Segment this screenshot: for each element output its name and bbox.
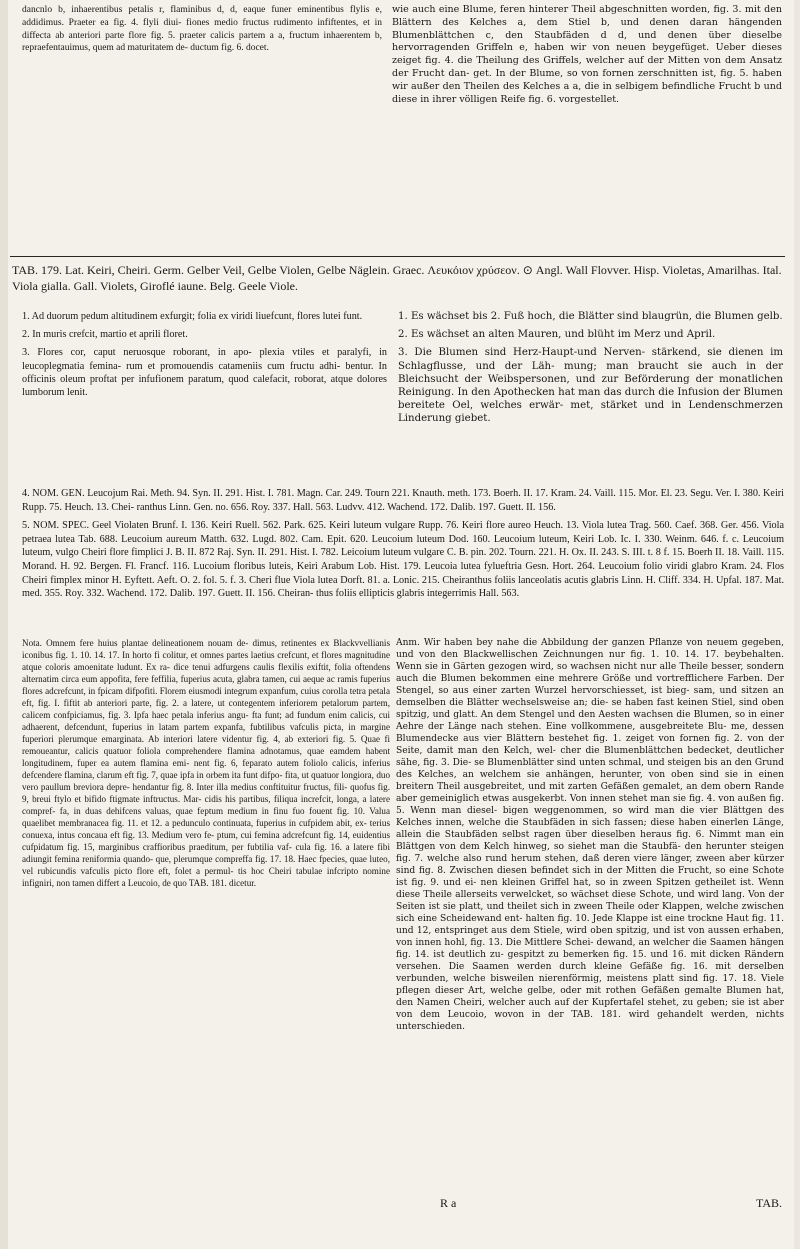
latin-paragraph-2: 2. In muris crefcit, martio et aprili floret. bbox=[22, 329, 188, 341]
tab-179-heading: TAB. 179. Lat. Keiri, Cheiri. Germ. Gelber Veil, Gelbe Violen, Gelbe Näglein. Graec. Λευκόιον χρύσεον. ⊙ Angl. Wall Flovver. Hisp. Violetas, Amarilhas. Ital. Viola gialla. Gall. Violets, Giroflé iaune. Belg. Geele Viole. bbox=[12, 263, 782, 293]
latin-note: Nota. Omnem fere huius plantae delineationem nouam de- dimus, retinentes ex Blackvvellianis iconibus fig. 1. 10. 14. 17. In horto fi colitur, et omnes partes laetius crefcunt, et flores magnitudine atque coloris amoenitate ludunt. Ex ra- dice tenui adfurgens caulis flexilis exiftit, folia oftendens alternatim circa eum appofita, fere feffilia, fuperius acuta, glabra tamen, cui aeque ac ramis fuperius flores adcrefcunt, in fpicam difpofiti. Florem eiusmodi integrum expanfum, cuius corolla tetra petala eft, fig. I. fiftit ab anteriori parte, fig. 2. a latere, ut contegentem inferiorem petalorum partem, calicem confpiciamus, fig. 3. Ipfa haec petala inferius angu- fta funt; ad fundum enim calicis, cui adhaerent, defcendunt, fuperius in latam partem expanfa, fubtilibus vafculis picta, in margine fuperiori plerumque emarginata. Ab interiori latere videntur fig. 4, ab exteriori fig. 5. Quae fi remoueantur, calicis quatuor foliola comprehendere flamina adnotamus, quae eamdem habent longitudinem, fuper ea autem flamina emi- nent fig. 6, feparato autem foliolo calicis, inferius defcendere flamina, clarum eft fig. 7, quae ipfa in orbem ita funt difpo- fita, ut quatuor longiora, duo vero paullum breviora depre- hendantur fig. 8. Inter illa medius conftituitur fructus, fili- quofus fig. 9, breui ftylo et bifido ftigmate inftructus. Mar- cidis his partibus, filiqua increfcit, longa, a latere compref- fa, in duas dehifcens valuas, quae feptum medium in finu fuo fouent fig. 10. Valua quaelibet membranacea fig. 11. et 12. a pedunculo continuata, fuperius in cufpidem abit, ex- terius conuexa, intus concaua eft fig. 13. Medium vero fe- ptum, cui femina adcrefcunt fig. 14, euidentius cufpidatum fig. 15, marginibus craffioribus praeditum, per fubtilia vaf- cula fig. 16. a latere fibi adiungit femina reniformia quando- que, plerumque compreffa fig. 17. 18. Haec fpecies, quae luteo, vel rubicundis vafculis picto flore eft, folet a permul- tis hoc Cheiri tabulae infcripto nomine infigniri, non tamen differt a Leucoio, de quo TAB. 181. dicetur. bbox=[22, 638, 390, 888]
latin-column bbox=[22, 310, 387, 404]
latin-paragraph-1: 1. Ad duorum pedum altitudinem exfurgit; folia ex viridi liuefcunt, flores lutei funt. bbox=[22, 311, 363, 322]
german-paragraph-1: 1. Es wächset bis 2. Fuß hoch, die Blätter sind blaugrün, die Blumen gelb. bbox=[398, 311, 783, 322]
nomenclature-section bbox=[22, 487, 784, 606]
german-note: Anm. Wir haben bey nahe die Abbildung der ganzen Pflanze von neuem gegeben, und von den Blackwellischen Zeichnungen nur fig. 1. 10. 14. 17. beybehalten. Wenn sie in Gärten gezogen wird, so wachsen nicht nur alle Theile besser, sondern auch die Blumen bekommen eine mehrere Größe und vortrefflichere Farben. Der Stengel, so aus einer zarten Wurzel hervorschiesset, ist bieg- sam, und sitzen an demselben die Blätter wechselsweise an; die- se haben fast keinen Stiel, sind oben spitzig, und glatt. An dem Stengel und den Aesten wachsen die Blumen, so in einer Aehre der Länge nach stehen. Eine vollkommene, ausgebreitete Blu- me, dessen Blumendecke aus vier Blättern bestehet fig. 1. zeiget von fornen fig. 2. von der Seite, damit man den Kelch, wel- cher die Blumenblättchen bedecket, deutlicher sähe, fig. 3. Die- se Blumenblätter sind unten schmal, und steigen bis an den Grund des Kelches, an welchem sie anhängen, herunter, von oben sind sie in einen breitern Theil ausgebreitet, und mit zarten Gefäßen gemalet, an dem obern Rande aber gemeiniglich etwas ausgekerbt. Von innen stehet man sie fig. 4. von außen fig. 5. Wenn man diesel- bigen weggenommen, so wird man die vier Blättgen des Kelches innen, welche die Staubfäden in sich fassen; diese haben einerlen Länge, allein die Staubfäden selbst ragen über dieselben heraus fig. 6. Nimmt man ein Blättgen von dem Kelch hinweg, so siehet man die Staubfä- den herunter steigen fig. 7. welche also rund herum stehen, daß deren viere länger, zween aber kürzer sind fig. 8. Zwischen diesen befindet sich in der Mitten die Frucht, so eine Schote ist fig. 9. und ei- nen kleinen Griffel hat, so in zween Spitzen getheilet ist. Wenn diese Theile allerseits verwelcket, so wächset diese Schote, und wird lang. Von der Seiten ist sie platt, und theilet sich in zween Theile oder Klappen, welche zwischen sich eine Scheidewand ent- halten fig. 10. Jede Klappe ist eine trockne Haut fig. 11. und 12, entspringet aus dem Stiele, wird oben spitzig, und ist von aussen erhaben, von innen hohl, fig. 13. Die Mittlere Schei- dewand, an welcher die Saamen hängen fig. 14. ist deutlich zu- gespitzt zu bemerken fig. 15. und 16. mit dicken Rändern versehen. Die Saamen werden durch kleine Gefäße fig. 16. mit derselben verbunden, welche bisweilen nierenförmig, meistens platt sind fig. 17. 18. Viele pflegen dieser Art, welche gelbe, oder mit rothen Gefäßen gemalte Blumen hat, den Namen Cheiri, welcher auch auf der Kupfertafel stehet, zu geben; sie ist aber von dem Leucoio, wovon in der TAB. 181. wird gehandelt werden, nichts unterschieden. bbox=[396, 638, 784, 1032]
top-latin-text: dancnlo b, inhaerentibus petalis r, flaminibus d, d, eaque funer eminentibus flylis e, addidimus. Praeter ea fig. 4. flyli diui- fiones medio fructus rudimento infiftentes, et in diffecta ab anteriori parte flore fig. 5. praeter calicis partem a a, fructum inhaerentem b, repraefentauimus, quem ad maturitatem de- ductum fig. 6. docet. bbox=[22, 5, 382, 54]
german-paragraph-2: 2. Es wächset an alten Mauren, und blüht im Merz und April. bbox=[398, 329, 716, 341]
nom-spec-paragraph: 5. NOM. SPEC. Geel Violaten Brunf. I. 136. Keiri Ruell. 562. Park. 625. Keiri luteum vulgare Rupp. 76. Keiri flore aureo Heuch. 13. Viola lutea Trag. 560. Caef. 368. Ger. 456. Viola petraea lutea Tab. 688. Leucoium aureum Matth. 632. Lugd. 802. Cam. Epit. 620. Leucoium luteum Dod. 160. Leucoium luteum, Keiri Lob. Ic. I. 330. Weinm. 646. f. c. Leucoium luteum, vulgo Cheiri flore fimplici J. B. II. 872 Raj. Syn. II. 291. Hist. I. 782. Leicoium luteum vulgare C. B. pin. 202. Tourn. 221. H. Ox. II. 243. S. III. t. 8 f. 15. Boerh II. 18. Vaill. 115. Morand. H. 92. Bergen. Fl. Francf. 116. Lucoium floribus luteis, Keiri Arabum Lob. Hist. 179. Leucoia lutea fylueftria Gesn. Hort. 264. Leucoium folio viridi glabro Kram. 24. Flos Cheiri fimplex minor H. Eyftett. Aeft. O. 2. fol. 5. f. 3. Cheri flue Viola lutea Dorft. 81. a. Lonic. 215. Cheiranthus foliis lanceolatis acutis glabris Linn. H. Cliff. 334. H. Upfal. 187. Mat. med. 355. Roy. 332. Wachend. 172. Dalib. 197. Guett. II. 156. Cheiran- thus foliis ellipticis glabris integerrimis Hall. 563. bbox=[22, 520, 784, 600]
divider-rule bbox=[10, 256, 785, 257]
right-page-edge bbox=[794, 0, 800, 1249]
left-page-edge bbox=[0, 0, 8, 1249]
catchword: TAB. bbox=[755, 1196, 782, 1210]
signature-mark: R a bbox=[440, 1196, 457, 1210]
german-column bbox=[398, 310, 783, 431]
german-paragraph-3: 3. Die Blumen sind Herz-Haupt-und Nerven- stärkend, sie dienen im Schlagflusse, und der Läh- mung; man braucht sie auch in der Bleichsucht der Weibspersonen, und zur Beförderung der monatlichen Reinigung. In den Apothecken hat man das durch die Infusion der Blumen bereitete Oel, welches erwär- met, stärket und in Lendenschmerzen Linderung giebet. bbox=[398, 347, 783, 425]
top-german-text: wie auch eine Blume, feren hinterer Theil abgeschnitten worden, fig. 3. mit den Blättern des Kelches a, dem Stiel b, und denen daran hängenden Blumenblättchen c, den Staubfäden d d, und denen über dieselbe hervorragenden Griffeln e, haben wir von neuen beygefüget. Ueber dieses zeiget fig. 4. die Theilung des Griffels, welcher auf der Mitten von dem Ansatz der Frucht dan- get. In der Blume, so von fornen zerschnitten ist, fig. 5. haben wir außer den Theilen des Kelches a a, die in selbigem befindliche Frucht b und diese in ihrer völligen Reife fig. 6. vorgestellet. bbox=[392, 4, 782, 105]
nom-gen-paragraph: 4. NOM. GEN. Leucojum Rai. Meth. 94. Syn. II. 291. Hist. I. 781. Magn. Car. 249. Tourn 221. Knauth. meth. 173. Boerh. II. 17. Kram. 24. Vaill. 115. Mor. El. 23. Segu. Ver. I. 380. Keiri Rupp. 75. Heuch. 13. Chei- ranthus Linn. Gen. no. 656. Roy. 337. Hall. 563. Ludvv. 412. Wachend. 172. Dalib. 197. Guett. II. 156. bbox=[22, 488, 784, 513]
latin-paragraph-3: 3. Flores cor, caput neruosque roborant, in apo- plexia vtiles et paralyfi, in leucoplegmatia femina- rum et promouendis catameniis cum fructu adhi- bentur. In officinis oleum proftat per infufionem paratum, quod calefacit, roborat, atque dolores lumborum lenit. bbox=[22, 347, 387, 399]
